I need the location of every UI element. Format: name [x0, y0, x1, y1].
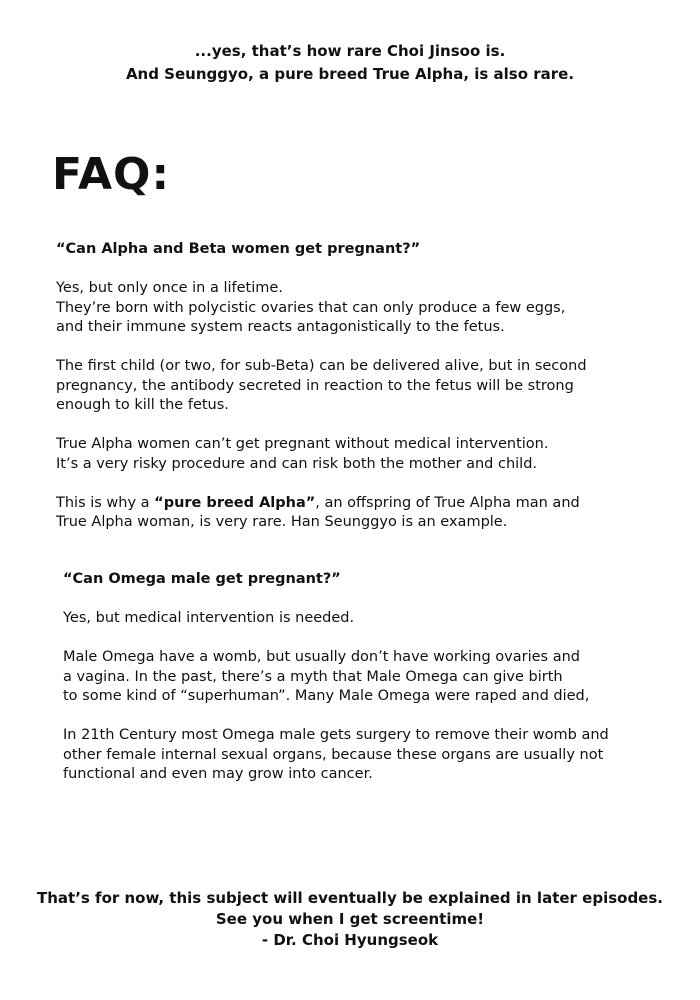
answer-line: to some kind of “superhuman”. Many Male Omega were raped and died, [63, 688, 590, 704]
answer-line: and their immune system reacts antagonistically to the fetus. [56, 319, 505, 335]
answer-text: , an offspring of True Alpha man and [315, 494, 580, 511]
answer-line: It’s a very risky procedure and can risk both the mother and child. [56, 455, 538, 472]
answer-line: True Alpha woman, is very rare. Han Seunggyo is an example. [56, 514, 508, 530]
faq-question-1: “Can Alpha and Beta women get pregnant?” [56, 241, 421, 257]
intro-text [0, 40, 700, 86]
answer-line: functional and even may grow into cancer. [63, 766, 373, 782]
outro-line-1: That’s for now, this subject will eventually be explained in later episodes. [37, 889, 663, 907]
answer-line: enough to kill the fetus. [56, 397, 229, 413]
intro-line-2: And Seunggyo, a pure breed True Alpha, is also rare. [125, 65, 575, 83]
answer-line: Male Omega have a womb, but usually don’t have working ovaries and [63, 649, 580, 665]
answer-line: other female internal sexual organs, because these organs are usually not [63, 746, 604, 763]
outro-text [0, 888, 700, 951]
answer-line: Yes, but medical intervention is needed. [63, 610, 355, 626]
answer-line: They’re born with polycistic ovaries that can only produce a few eggs, [56, 299, 566, 316]
answer-line: The first child (or two, for sub-Beta) can be delivered alive, but in second [56, 358, 587, 374]
faq-title: FAQ: [52, 149, 171, 200]
faq-question-2: “Can Omega male get pregnant?” [63, 571, 341, 587]
intro-line-1: ...yes, that’s how rare Choi Jinsoo is. [194, 42, 506, 60]
answer-line: a vagina. In the past, there’s a myth that Male Omega can give birth [63, 668, 563, 685]
faq-block-omega-male [63, 570, 683, 785]
signature: - Dr. Choi Hyungseok [261, 931, 439, 949]
outro-line-2: See you when I get screentime! [215, 910, 485, 928]
answer-line [56, 494, 676, 514]
answer-line: True Alpha women can’t get pregnant without medical intervention. [56, 436, 549, 452]
answer-text: This is why a [56, 494, 155, 511]
answer-line: pregnancy, the antibody secreted in reaction to the fetus will be strong [56, 377, 574, 394]
answer-line: In 21th Century most Omega male gets surgery to remove their womb and [63, 727, 609, 743]
faq-block-alpha-beta [56, 240, 676, 533]
pure-breed-alpha-term: “pure breed Alpha” [154, 494, 316, 511]
answer-line: Yes, but only once in a lifetime. [56, 280, 283, 296]
